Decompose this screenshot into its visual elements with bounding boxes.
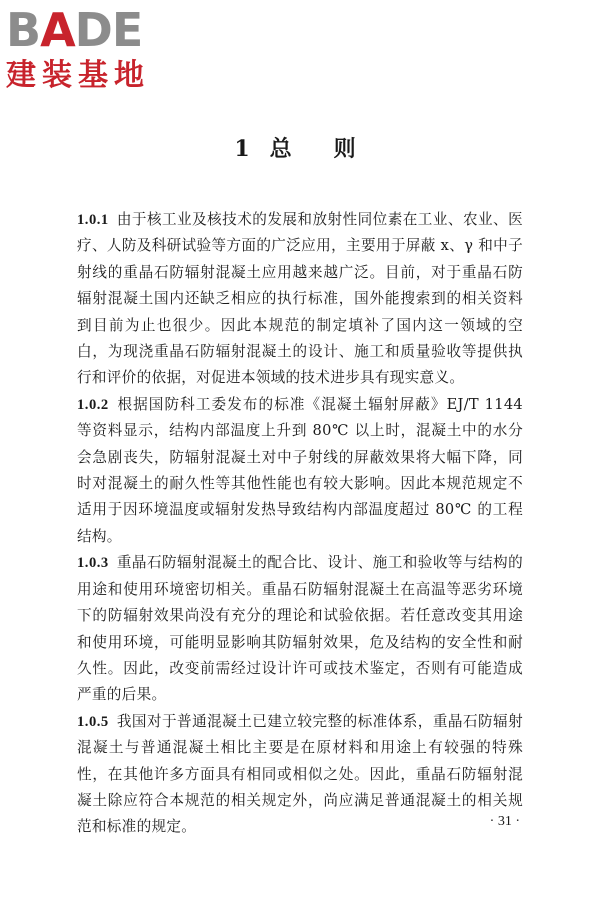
clause-number: 1.0.3	[77, 555, 109, 572]
logo-wordmark-a: A	[40, 3, 75, 57]
clause	[77, 550, 523, 708]
logo-wordmark	[6, 4, 186, 56]
logo-cn-text: 建装基地	[6, 58, 150, 93]
bade-logo	[6, 4, 186, 94]
body-text	[77, 207, 523, 841]
clause-text: 由于核工业及核技术的发展和放射性同位素在工业、农业、医疗、人防及科研试验等方面的广泛应用，主要用于屏蔽 x、γ 和中子射线的重晶石防辐射混凝土应用越来越广泛。目前，对于重晶石防辐射混凝土国内还缺乏相应的执行标准，国外能搜索到的相关资料到目前为止也很少。因此本规范的制定填补了国内这一领域的空白，为现浇重晶石防辐射混凝土的设计、施工和质量验收等提供执行和评价的依据，对促进本领域的技术进步具有现实意义。	[77, 211, 523, 387]
logo-wordmark-de: DE	[74, 3, 143, 57]
logo-wordmark-b: B	[6, 3, 41, 57]
clause-number: 1.0.1	[77, 212, 109, 228]
chapter-title-text: 总 则	[269, 136, 366, 162]
clause	[77, 392, 523, 550]
clause-number: 1.0.2	[77, 396, 109, 413]
clause-number: 1.0.5	[77, 713, 109, 730]
clause-text: 重晶石防辐射混凝土的配合比、设计、施工和验收等与结构的用途和使用环境密切相关。重晶石防辐射混凝土在高温等恶劣环境下的防辐射效果尚没有充分的理论和试验依据。若任意改变其用途和使用环境，可能明显影响其防辐射效果，危及结构的安全性和耐久性。因此，改变前需经过设计许可或技术鉴定，否则有可能造成严重的后果。	[77, 554, 523, 704]
page-number: · 31 ·	[489, 814, 520, 829]
clause	[77, 207, 523, 392]
chapter-title	[0, 132, 600, 163]
chapter-number: 1	[234, 136, 260, 162]
clause-text: 我国对于普通混凝土已建立较完整的标准体系，重晶石防辐射混凝土与普通混凝土相比主要是在原材料和用途上有较强的特殊性，在其他许多方面具有相同或相似之处。因此，重晶石防辐射混凝土除应符合本规范的相关规定外，尚应满足普通混凝土的相关规范和标准的规定。	[77, 712, 523, 836]
clause-text: 根据国防科工委发布的标准《混凝土辐射屏蔽》EJ/T 1144 等资料显示，结构内部温度上升到 80℃ 以上时，混凝土中的水分会急剧丧失，防辐射混凝土对中子射线的屏蔽效果将大幅下降，同时对混凝土的耐久性等其他性能也有较大影响。因此本规范规定不适用于因环境温度或辐射发热导致结构内部温度超过 80℃ 的工程结构。	[77, 395, 523, 545]
